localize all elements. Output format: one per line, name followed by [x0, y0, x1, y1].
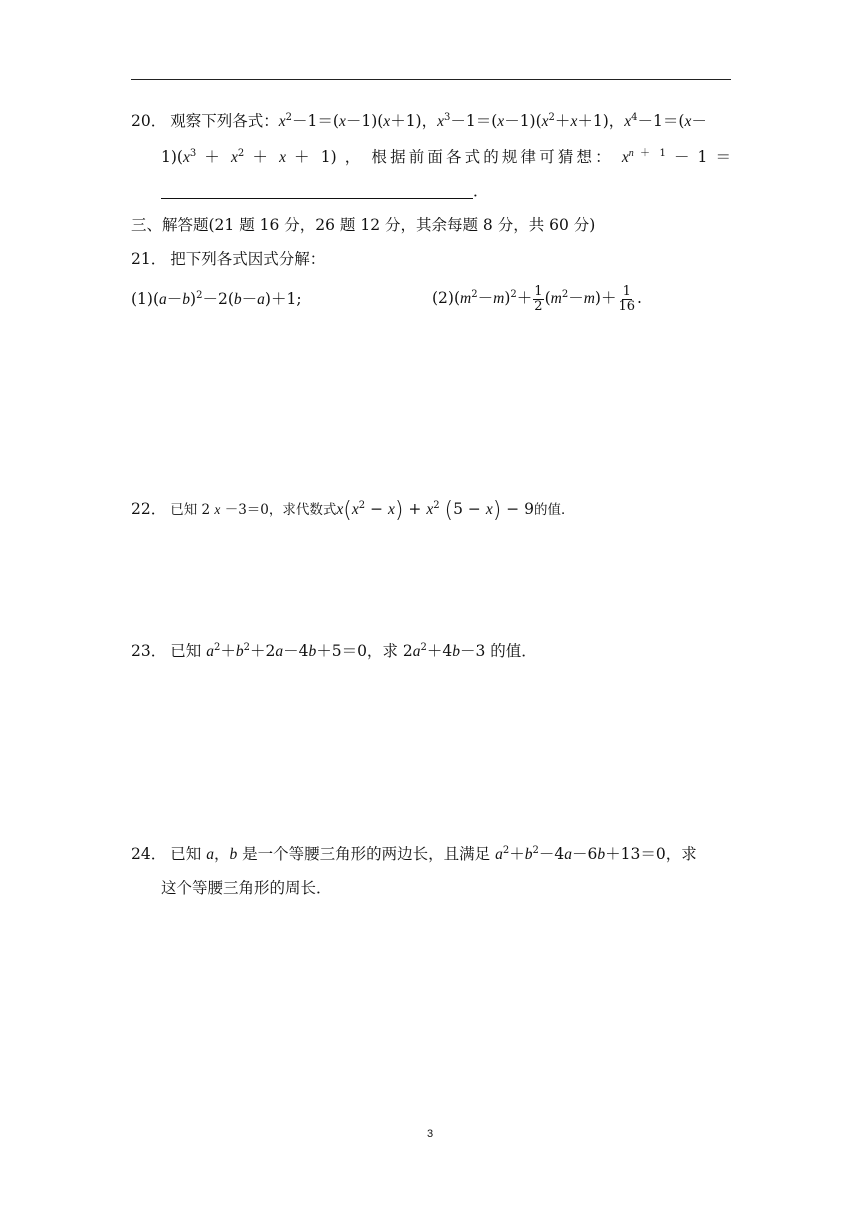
- q20-line3: [161, 180, 489, 202]
- q20-line1: [131, 110, 707, 133]
- q20-intro: 观察下列各式：: [170, 112, 279, 130]
- q22-line: [131, 498, 575, 522]
- q20-formulas: $x^2-1=(x-1)(x+1)$，$x^3-1=(x-1)(x^2+x+1)$，$x^4-1=(x-$: [278, 112, 707, 130]
- header-rule: [131, 79, 731, 80]
- q22-x: x: [214, 502, 221, 517]
- q21-part2-label: (2): [432, 289, 454, 307]
- q21-part2-expr: $(m^2-m)^2+$ $\frac{1}{2}$ $(m^2-m)+$ $\frac{1}{16}$ .: [453, 283, 642, 314]
- q24-condition: $a^2+b^2-4a-6b+13=0$: [495, 845, 666, 863]
- q23-condition: $a^2+b^2+2a-4b+5=0$，: [206, 642, 383, 660]
- q24-text-b: 是一个等腰三角形的两边长，且满足: [242, 845, 491, 863]
- q20-answer-blank[interactable]: [161, 182, 473, 199]
- fraction-one-half: $\frac{1}{2}$: [534, 283, 543, 314]
- q20-number: 20．: [131, 112, 167, 130]
- q20-line2: [161, 146, 731, 169]
- q24-vars: a，b: [206, 845, 238, 863]
- q20-line2-content: $1)(x^3 + x^2 + x + 1)$ ， 根据前面各式的规律可猜想： $x^{n + 1} - 1$ ＝: [161, 148, 731, 166]
- q24-text-c: ，求: [665, 845, 697, 863]
- q21-text: 把下列各式因式分解：: [170, 250, 326, 268]
- q22-text-c: 的值．: [534, 502, 575, 518]
- q22-text-a: 已知 2: [170, 502, 211, 518]
- page-number: 3: [426, 1128, 434, 1140]
- q24-line1: [131, 843, 697, 866]
- q20-period: ．: [473, 182, 489, 200]
- q22-expression: $x(x^2 - x) + x^2$ (5 − x) − 9: [336, 498, 535, 523]
- q23-number: 23．: [131, 642, 167, 660]
- q21-part1-label: (1): [131, 290, 153, 308]
- q24-line2: 这个等腰三角形的周长．: [161, 879, 332, 897]
- q21-part2: [432, 282, 642, 315]
- section3-title: 三、解答题(21 题 16 分，26 题 12 分，其余每题 8 分，共 60 分): [131, 216, 596, 234]
- q22-number: 22．: [131, 500, 167, 518]
- q23-text-a: 已知: [170, 642, 202, 660]
- q22-text-b: －3＝0，求代数式: [224, 502, 337, 518]
- q21-part1: [131, 288, 302, 311]
- q24-text-a: 已知: [170, 845, 202, 863]
- q24-number: 24．: [131, 845, 167, 863]
- q23-text-c: 的值．: [490, 642, 537, 660]
- fraction-one-sixteenth: $\frac{1}{16}$: [618, 283, 636, 314]
- q20-guess-text: 根据前面各式的规律可猜想：: [371, 148, 614, 166]
- q21-line: [131, 248, 325, 270]
- q21-number: 21．: [131, 250, 167, 268]
- q21-part1-expr: $(a-b)^2-2(b-a)+1$;: [152, 290, 302, 308]
- q23-target: $2a^2+4b-3$: [397, 642, 491, 660]
- q23-line: [131, 640, 537, 663]
- q23-text-b: 求: [382, 642, 398, 660]
